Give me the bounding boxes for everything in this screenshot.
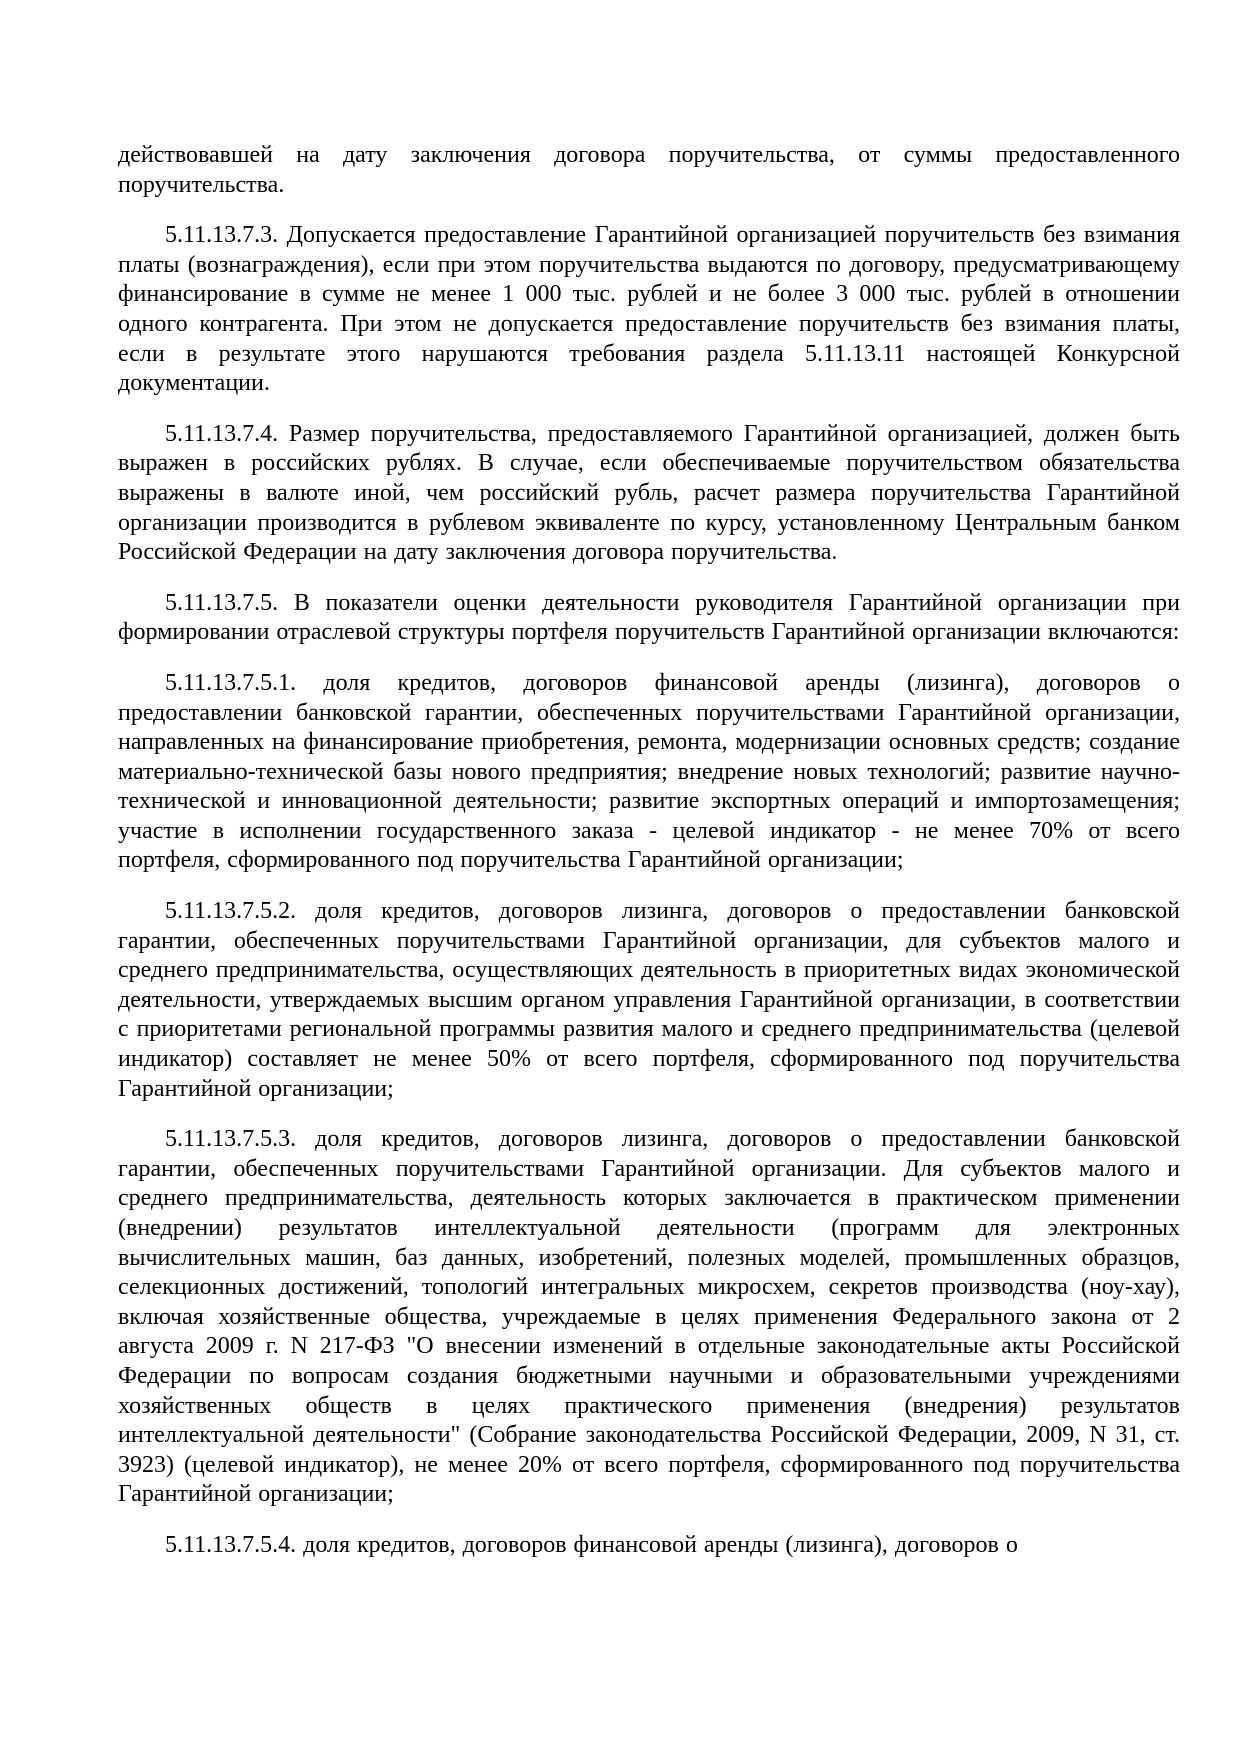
paragraph-5-11-13-7-5-3: 5.11.13.7.5.3. доля кредитов, договоров лизинга, договоров о предоставлении банковской гарантии, обеспеченных поручительствами Гарантийной организации. Для субъектов малого и среднего предпринимательства, деятельность которых заключается в практическом применении (внедрении) результатов интеллектуальной деятельности (программ для электронных вычислительных машин, баз данных, изобретений, полезных моделей, промышленных образцов, селекционных достижений, топологий интегральных микросхем, секретов производства (ноу-хау), включая хозяйственные общества, учреждаемые в целях применения Федерального закона от 2 августа 2009 г. N 217-ФЗ "О внесении изменений в отдельные законодательные акты Российской Федерации по вопросам создания бюджетными научными и образовательными учреждениями хозяйственных обществ в целях практического применения (внедрения) результатов интеллектуальной деятельности" (Собрание законодательства Российской Федерации, 2009, N 31, ст. 3923) (целевой индикатор), не менее 20% от всего портфеля, сформированного под поручительства Гарантийной организации; — [118, 1126, 1180, 1508]
paragraph-5-11-13-7-5-4: 5.11.13.7.5.4. доля кредитов, договоров финансовой аренды (лизинга), договоров о — [165, 1531, 1018, 1558]
paragraph-5-11-13-7-5-2: 5.11.13.7.5.2. доля кредитов, договоров лизинга, договоров о предоставлении банковской гарантии, обеспеченных поручительствами Гарантийной организации, для субъектов малого и среднего предпринимательства, осуществляющих деятельность в приоритетных видах экономической деятельности, утверждаемых высшим органом управления Гарантийной организации, в соответствии с приоритетами региональной программы развития малого и среднего предпринимательства (целевой индикатор) составляет не менее 50% от всего портфеля, сформированного под поручительства Гарантийной организации; — [118, 898, 1180, 1102]
paragraph-5-11-13-7-4: 5.11.13.7.4. Размер поручительства, предоставляемого Гарантийной организацией, должен быть выражен в российских рублях. В случае, если обеспечиваемые поручительством обязательства выражены в валюте иной, чем российский рубль, расчет размера поручительства Гарантийной организации производится в рублевом эквиваленте по курсу, установленному Центральным банком Российской Федерации на дату заключения договора поручительства. — [118, 420, 1180, 566]
paragraph-5-11-13-7-3: 5.11.13.7.3. Допускается предоставление Гарантийной организацией поручительств без взимания платы (вознаграждения), если при этом поручительства выдаются по договору, предусматривающему финансирование в сумме не менее 1 000 тыс. рублей и не более 3 000 тыс. рублей в отношении одного контрагента. При этом не допускается предоставление поручительств без взимания платы, если в результате этого нарушаются требования раздела 5.11.13.11 настоящей Конкурсной документации. — [118, 222, 1180, 397]
paragraph-continuation: действовавшей на дату заключения договора поручительства, от суммы предоставленного поручительства. — [118, 142, 1180, 198]
paragraph-5-11-13-7-5: 5.11.13.7.5. В показатели оценки деятельности руководителя Гарантийной организации при формировании отраслевой структуры портфеля поручительств Гарантийной организации включаются: — [118, 589, 1180, 646]
paragraph-5-11-13-7-5-1: 5.11.13.7.5.1. доля кредитов, договоров финансовой аренды (лизинга), договоров о предоставлении банковской гарантии, обеспеченных поручительствами Гарантийной организации, направленных на финансирование приобретения, ремонта, модернизации основных средств; создание материально-технической базы нового предприятия; внедрение новых технологий; развитие научно-технической и инновационной деятельности; развитие экспортных операций и импортозамещения; участие в исполнении государственного заказа - целевой индикатор - не менее 70% от всего портфеля, сформированного под поручительства Гарантийной организации; — [118, 669, 1180, 874]
